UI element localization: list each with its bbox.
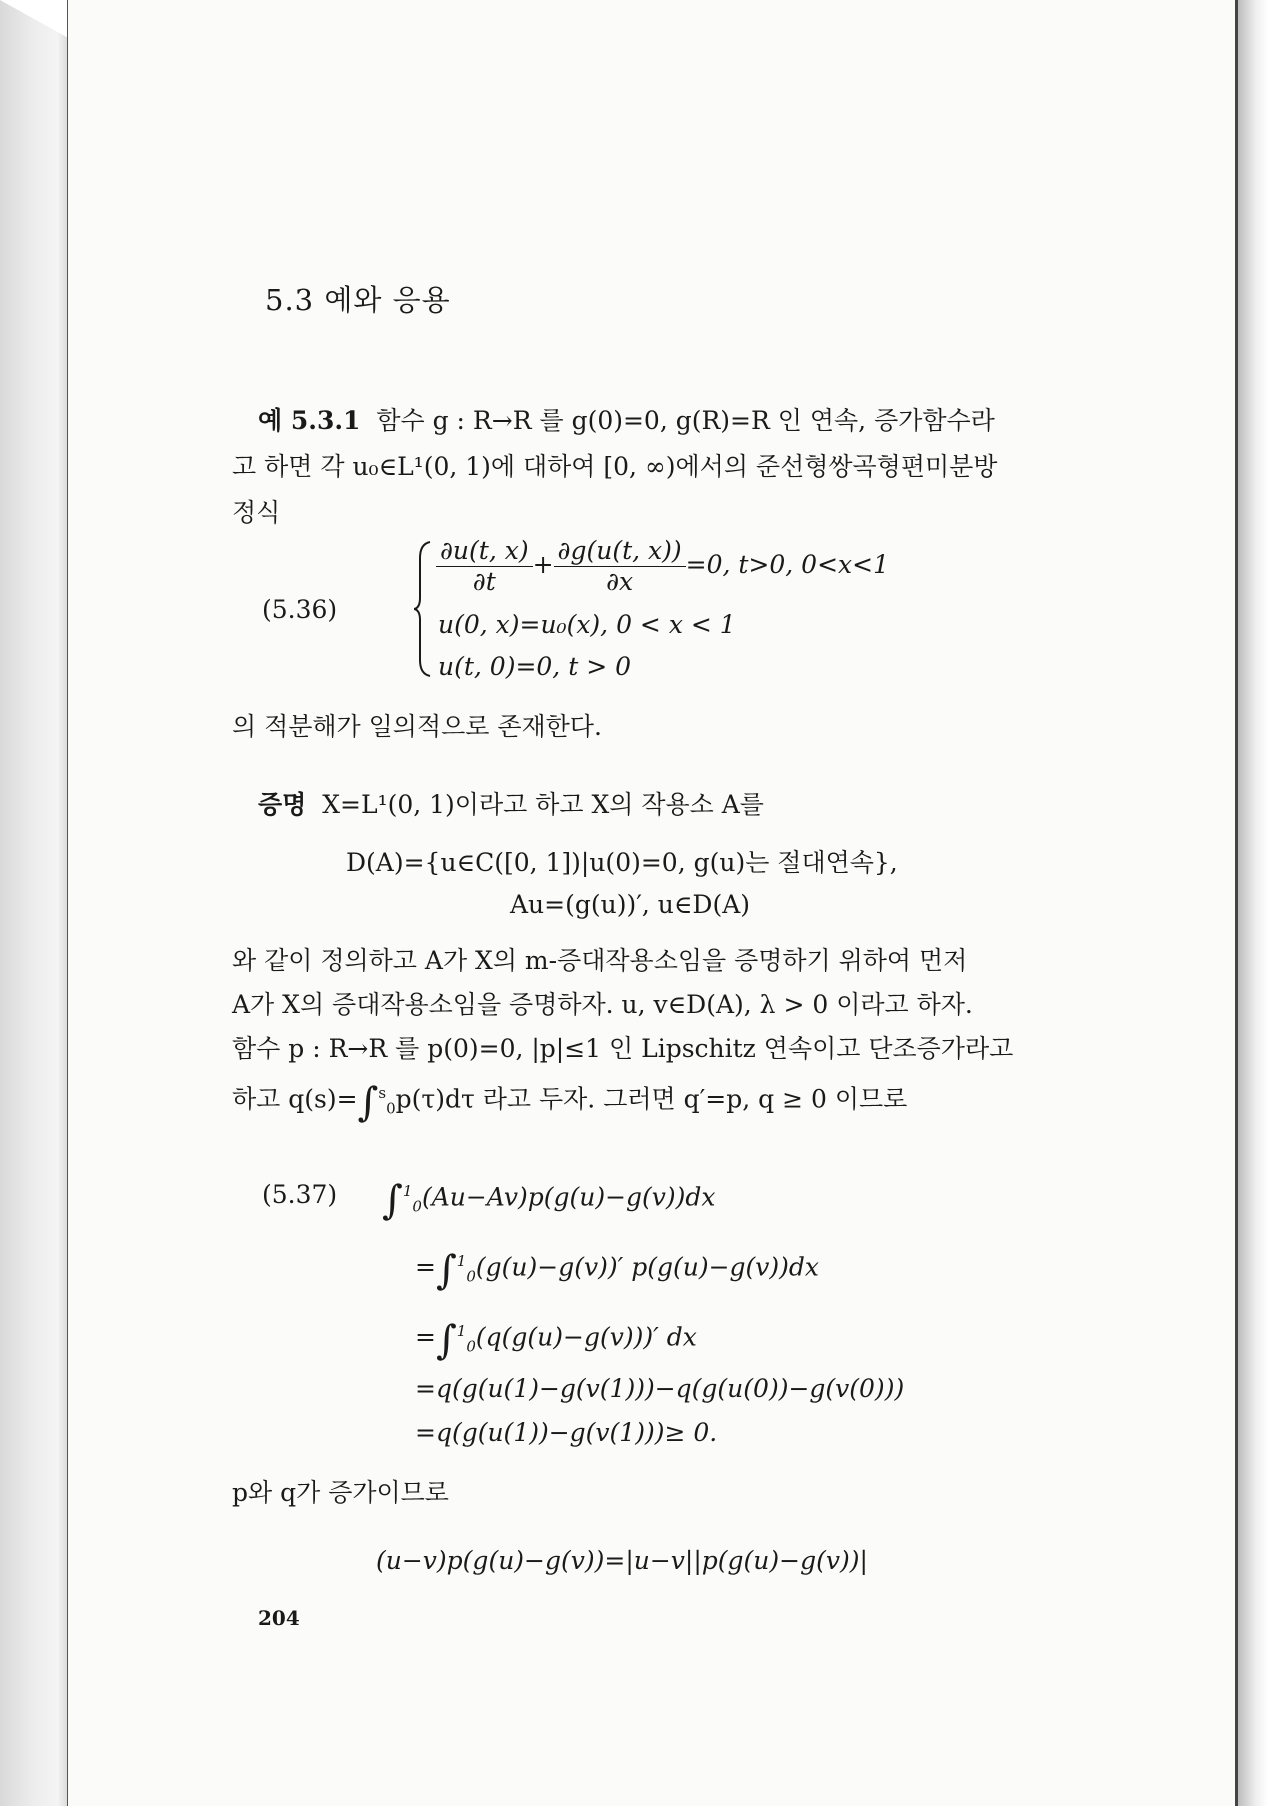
fraction-numerator: ∂u(t, x) bbox=[436, 536, 533, 567]
example-label: 예 5.3.1 bbox=[258, 406, 361, 435]
domain-definition: D(A)={u∈C([0, 1])|u(0)=0, g(u)는 절대연속}, bbox=[346, 848, 898, 877]
q-definition-end: p(τ)dτ 라고 두자. 그러면 q′=p, q ≥ 0 이므로 bbox=[395, 1084, 908, 1114]
equation-536-row-3: u(t, 0)=0, t > 0 bbox=[438, 652, 631, 681]
proof-paragraph-line-4 bbox=[232, 1078, 908, 1126]
integral-sign: ∫ bbox=[435, 1317, 457, 1364]
equation-537-line-3 bbox=[415, 1316, 697, 1364]
integral-sign: ∫ bbox=[382, 1177, 403, 1224]
example-line-1 bbox=[258, 406, 995, 436]
fraction-dg-dx bbox=[554, 536, 686, 597]
operator-definition: Au=(g(u))′, u∈D(A) bbox=[510, 890, 751, 919]
proof-label: 증명 bbox=[258, 790, 307, 819]
integral-lower-limit: 0 bbox=[412, 1197, 422, 1216]
proof-paragraph-line-2: A가 X의 증대작용소임을 증명하자. u, v∈D(A), λ > 0 이라고 하자. bbox=[232, 990, 973, 1019]
system-brace bbox=[414, 540, 432, 678]
after-equation-536: 의 적분해가 일의적으로 존재한다. bbox=[232, 712, 602, 741]
equation-537-line-4: =q(g(u(1)−g(v(1)))−q(g(u(0))−g(v(0))) bbox=[415, 1374, 905, 1403]
proof-line-1 bbox=[258, 790, 764, 820]
integral-lower-limit: 0 bbox=[386, 1099, 396, 1118]
equation-number-536: (5.36) bbox=[262, 595, 338, 624]
closing-text: p와 q가 증가이므로 bbox=[232, 1478, 449, 1507]
equation-536-row-2: u(0, x)=u₀(x), 0 < x < 1 bbox=[438, 610, 736, 639]
equation-537-line-2 bbox=[415, 1246, 820, 1294]
equation-number-537: (5.37) bbox=[262, 1180, 338, 1209]
line-prefix: = bbox=[415, 1252, 436, 1282]
example-line-1-text: 함수 g : R→R 를 g(0)=0, g(R)=R 인 연속, 증가함수라 bbox=[376, 406, 995, 435]
integral-lower-limit: 0 bbox=[466, 1267, 476, 1286]
integral-upper-limit: 1 bbox=[402, 1182, 413, 1200]
integral-lower-limit: 0 bbox=[466, 1337, 476, 1356]
integral-sign: ∫ bbox=[435, 1247, 457, 1294]
fraction-numerator: ∂g(u(t, x)) bbox=[554, 536, 686, 567]
book-spine bbox=[0, 0, 72, 1806]
example-line-2: 고 하면 각 u₀∈L¹(0, 1)에 대하여 [0, ∞)에서의 준선형쌍곡형편미분방 bbox=[232, 452, 998, 481]
equation-537-line-1 bbox=[382, 1176, 716, 1224]
example-line-3: 정식 bbox=[232, 498, 281, 527]
integrand: (Au−Av)p(g(u)−g(v))dx bbox=[421, 1182, 716, 1212]
proof-paragraph-line-3: 함수 p : R→R 를 p(0)=0, |p|≤1 인 Lipschitz 연속이고 단조증가라고 bbox=[232, 1034, 1014, 1063]
proof-paragraph-line-1: 와 같이 정의하고 A가 X의 m-증대작용소임을 증명하기 위하여 먼저 bbox=[232, 946, 968, 975]
integral-upper-limit: 1 bbox=[456, 1322, 467, 1340]
integral-sign: ∫ bbox=[357, 1079, 379, 1126]
equation-536-row-1-tail: =0, t>0, 0<x<1 bbox=[685, 550, 889, 579]
page-number: 204 bbox=[258, 1606, 300, 1630]
fraction-denominator: ∂t bbox=[472, 567, 496, 596]
line-prefix: = bbox=[415, 1322, 436, 1352]
integrand: (q(g(u)−g(v)))′ dx bbox=[475, 1322, 697, 1352]
integrand: (g(u)−g(v))′ p(g(u)−g(v))dx bbox=[475, 1252, 820, 1282]
integral-upper-limit: 1 bbox=[456, 1252, 467, 1270]
equation-537-line-5: =q(g(u(1))−g(v(1)))≥ 0. bbox=[415, 1418, 718, 1447]
fraction-denominator: ∂x bbox=[606, 567, 634, 596]
section-title: 5.3 예와 응용 bbox=[265, 283, 451, 317]
equation-536-row-1: $\frac{\partial u(t, x)}{\partial t}$ + $\frac{\partial g(u(t, x))}{\partial x}$ =0, t>0, 0<x<1 bbox=[436, 536, 889, 597]
page-edge-shadow bbox=[1238, 0, 1268, 1806]
final-equation: (u−v)p(g(u)−g(v))=|u−v||p(g(u)−g(v))| bbox=[376, 1546, 868, 1575]
q-definition-start: 하고 q(s)= bbox=[232, 1084, 358, 1114]
fraction-du-dt bbox=[436, 536, 533, 597]
proof-line-1-text: X=L¹(0, 1)이라고 하고 X의 작용소 A를 bbox=[322, 790, 764, 819]
integral-upper-limit: s bbox=[378, 1084, 387, 1102]
